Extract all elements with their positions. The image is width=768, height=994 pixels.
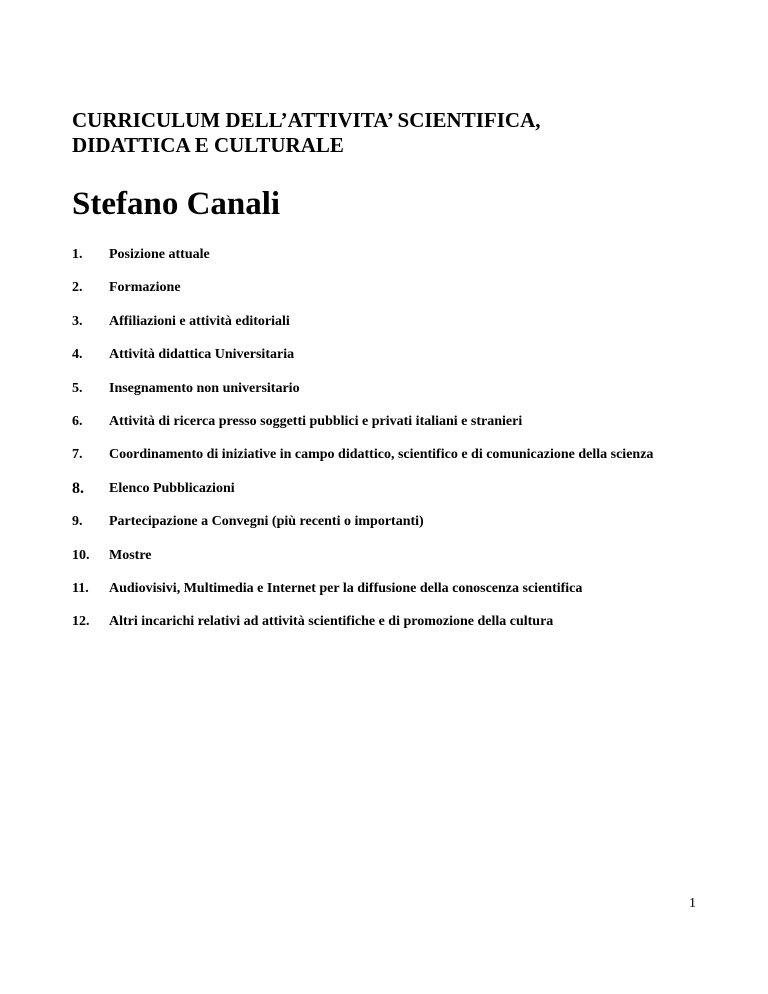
toc-item-number: 5.	[72, 380, 83, 396]
author-name: Stefano Canali	[72, 186, 281, 222]
toc-item-text: Coordinamento di iniziative in campo didattico, scientifico e di comunicazione della scienza	[109, 447, 654, 463]
toc-item-text: Attività didattica Universitaria	[109, 347, 295, 363]
toc-item-number: 10.	[72, 547, 90, 563]
toc-item-text: Posizione attuale	[109, 247, 210, 262]
toc-item-text: Attività di ricerca presso soggetti pubblici e privati italiani e stranieri	[109, 413, 523, 429]
toc-item-text: Mostre	[109, 547, 152, 563]
toc-item-10	[72, 547, 702, 564]
document-title	[72, 108, 692, 158]
toc-item-number: 11.	[72, 580, 89, 596]
toc-item-text: Insegnamento non universitario	[109, 380, 300, 396]
toc-item-text: Partecipazione a Convegni (più recenti o importanti)	[109, 514, 424, 530]
toc-item-text: Altri incarichi relativi ad attività scientifiche e di promozione della cultura	[109, 614, 554, 630]
document-title-line-2: DIDATTICA E CULTURALE	[72, 133, 344, 157]
toc-item-2	[72, 279, 702, 296]
toc-item-number: 6.	[72, 413, 83, 429]
toc-item-4	[72, 346, 702, 363]
toc-item-11	[72, 580, 702, 597]
toc-item-number: 3.	[72, 313, 83, 329]
toc-item-number: 2.	[72, 280, 83, 296]
toc-item-7	[72, 446, 702, 463]
toc-item-number: 12.	[72, 614, 90, 630]
toc-item-number: 1.	[72, 247, 83, 262]
toc-item-12	[72, 613, 702, 630]
toc-item-number: 8.	[72, 479, 84, 497]
toc-item-text: Elenco Pubblicazioni	[109, 480, 235, 496]
document-title-line-1: CURRICULUM DELL’ATTIVITA’ SCIENTIFICA,	[72, 108, 541, 132]
toc-item-9	[72, 513, 702, 530]
toc-item-6	[72, 413, 702, 430]
toc-item-number: 9.	[72, 514, 83, 530]
toc-item-3	[72, 313, 702, 330]
toc-item-text: Formazione	[109, 280, 181, 296]
toc-item-text: Audiovisivi, Multimedia e Internet per la diffusione della conoscenza scientifica	[109, 580, 583, 596]
toc-item-number: 7.	[72, 447, 83, 463]
toc-item-1	[72, 246, 702, 263]
toc-item-text: Affiliazioni e attività editoriali	[109, 313, 290, 329]
page-number: 1	[689, 896, 696, 911]
table-of-contents	[72, 246, 702, 647]
toc-item-number: 4.	[72, 347, 83, 363]
toc-item-8	[72, 480, 702, 497]
toc-item-5	[72, 380, 702, 397]
